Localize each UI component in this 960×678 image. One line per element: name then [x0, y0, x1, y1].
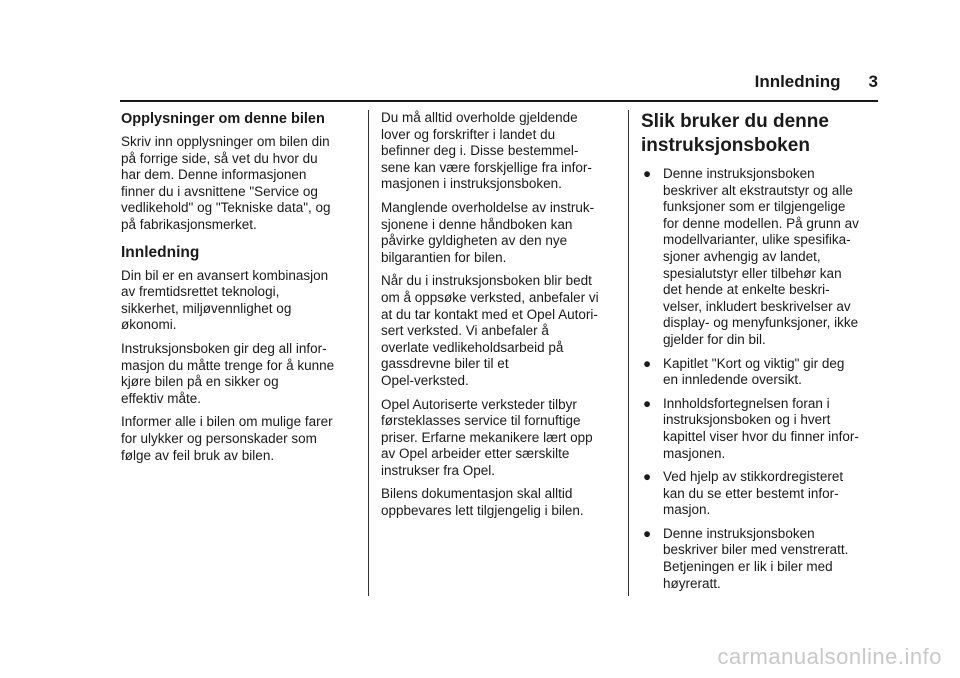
paragraph: Instruksjonsboken gir deg all infor- masjon du måtte trenge for å kunne kjøre bilen på en sikker og effektiv måte. [121, 340, 335, 406]
paragraph: Bilens dokumentasjon skal alltid oppbevares lett tilgjengelig i bilen. [381, 486, 584, 519]
list-item: ● Denne instruksjonsboken beskriver alt ekstrautstyr og alle funksjoner som er tilgjengelige for denne modellen. På grunn av modellvarianter, ulike spesifika- sjoner avhengig av landet, spesialutstyr eller tilbehør kan det hende at enkelte beskri- velser, inkludert beskrivelser av display- og menyfunksjoner, ikke gjelder for din bil. [643, 166, 859, 347]
paragraph: Din bil er en avansert kombinasjon av fremtidsrettet teknologi, sikkerhet, miljøvennlighet og økonomi. [121, 267, 329, 333]
section-heading-vehicle-info: Opplysninger om denne bilen [121, 111, 325, 127]
paragraph: Når du i instruksjonsboken blir bedt om å oppsøke verksted, anbefaler vi at du tar kontakt med et Opel Autori- sert verksted. Vi anbefaler å overlate vedlikeholdsarbeid på gassdrevne biler til et Opel-verksted. [381, 273, 599, 388]
column-divider [368, 110, 369, 596]
page-header [0, 72, 878, 92]
header-rule [120, 100, 878, 102]
column-middle [381, 110, 617, 527]
paragraph: Manglende overholdelse av instruk- sjonene i denne håndboken kan påvirke gyldigheten av den nye bilgarantien for bilen. [381, 199, 595, 265]
bullet-icon: ● [643, 166, 652, 181]
bullet-icon: ● [643, 469, 652, 485]
list-item: ● Kapitlet "Kort og viktig" gir deg en innledende oversikt. [643, 355, 845, 388]
column-left [121, 110, 353, 471]
page-number: 3 [868, 72, 878, 91]
paragraph: Opel Autoriserte verksteder tilbyr førsteklasses service til fornuftige priser. Erfarne mekanikere lært opp av Opel arbeider etter særskilte instrukser fra Opel. [381, 396, 593, 478]
paragraph: Du må alltid overholde gjeldende lover og forskrifter i landet du befinner deg i. Disse bestemmel- sene kan være forskjellige fra infor- masjonen i instruksjonsboken. [381, 110, 592, 192]
list-item: ● Innholdsfortegnelsen foran i instruksjonsboken og i hvert kapittel viser hvor du finner infor- masjonen. [643, 395, 859, 461]
list-item: ● Ved hjelp av stikkordregisteret kan du se etter bestemt infor- masjon. [643, 469, 844, 518]
paragraph: Informer alle i bilen om mulige farer for ulykker og personskader som følge av feil bruk av bilen. [121, 414, 333, 463]
chapter-title: Innledning [754, 72, 841, 91]
bullet-icon: ● [643, 355, 652, 371]
bullet-icon: ● [643, 525, 652, 541]
column-right [641, 110, 881, 599]
paragraph: Skriv inn opplysninger om bilen din på forrige side, så vet du hvor du har dem. Denne informasjonen finner du i avsnittene "Service og vedlikehold" og "Tekniske data", og på fabrikasjonsmerket. [121, 134, 331, 232]
column-divider [628, 110, 629, 596]
section-heading-how-to-use: Slik bruker du denne instruksjonsboken [641, 111, 829, 156]
watermark: carmanualsonline.info [717, 644, 942, 669]
list-item: ● Denne instruksjonsboken beskriver biler med venstreratt. Betjeningen er lik i biler med høyreratt. [643, 525, 849, 591]
section-heading-introduction: Innledning [121, 243, 200, 261]
bullet-icon: ● [643, 395, 652, 411]
bullet-list [641, 166, 881, 592]
